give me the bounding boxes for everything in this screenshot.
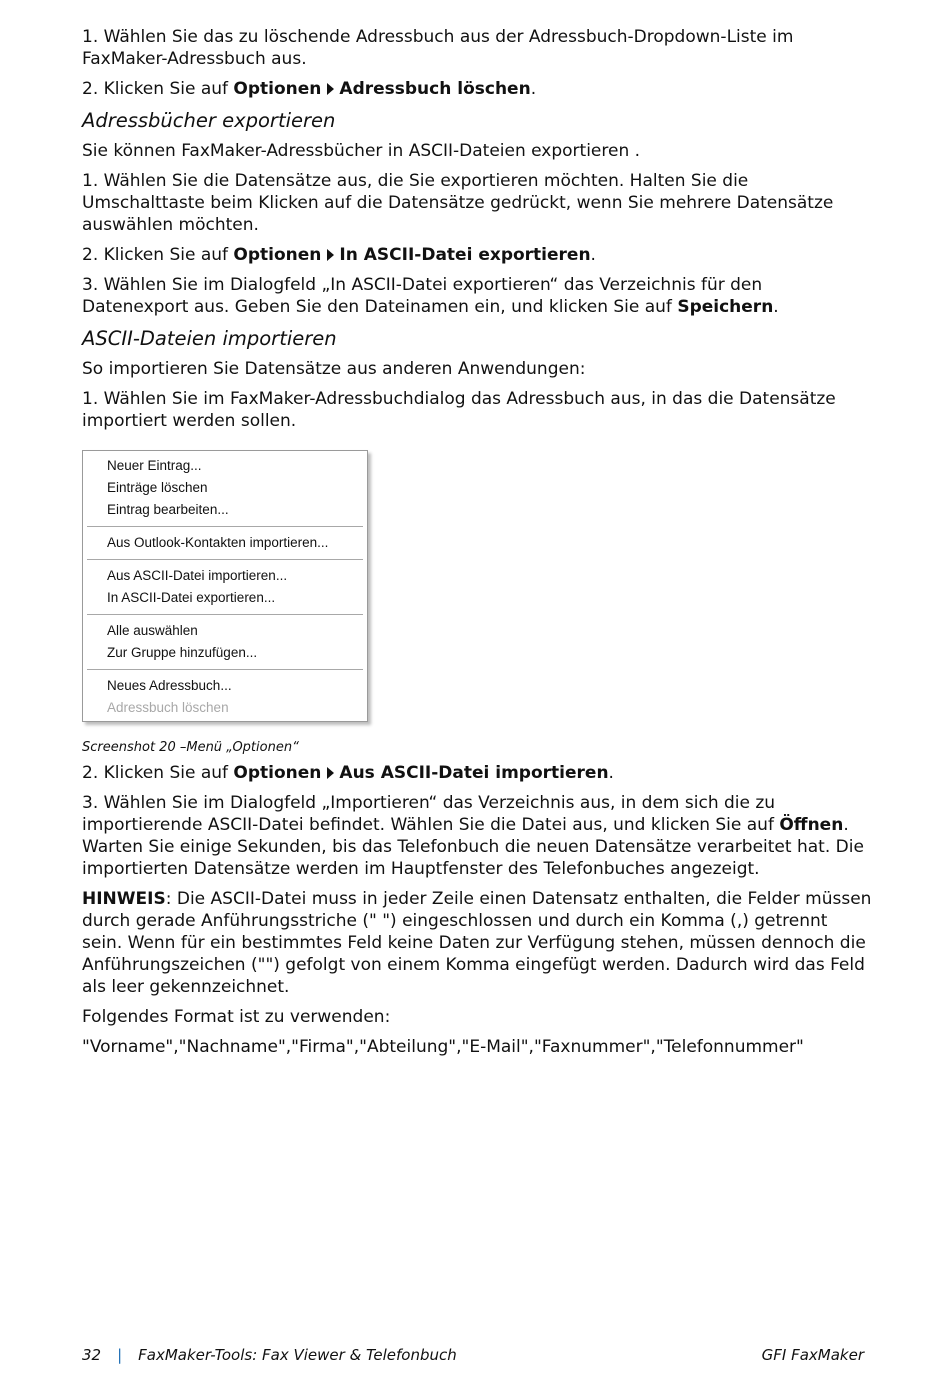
document-body <box>82 26 872 1066</box>
section-heading: Adressbücher exportieren <box>82 109 336 132</box>
paragraph: 1. Wählen Sie das zu löschende Adressbuch aus der Adressbuch-Dropdown-Liste im FaxMaker-Adressbuch aus. <box>82 27 794 69</box>
menu-item-select-all[interactable]: Alle auswählen <box>107 623 198 638</box>
menu-item-edit-entry[interactable]: Eintrag bearbeiten... <box>107 502 229 517</box>
bold-text: In ASCII-Datei exportieren <box>339 245 591 265</box>
text: : Die ASCII-Datei muss in jeder Zeile einen Datensatz enthalten, die Felder müssen durch gerade Anführungsstriche (" ") eingeschlossen und durch ein Komma (,) getrennt sein. Wenn für ein bestimmtes Feld keine Daten zur Verfügung stehen, müssen dennoch die Anführungszeichen ("") gefolgt von einem Komma eingefügt werden. Dadurch wird das Feld als leer gekennzeichnet. <box>82 889 872 997</box>
menu-separator <box>87 669 363 670</box>
bold-text: Adressbuch löschen <box>339 79 531 99</box>
menu-item-import-outlook[interactable]: Aus Outlook-Kontakten importieren... <box>107 535 329 550</box>
bold-text: Aus ASCII-Datei importieren <box>339 763 609 783</box>
text: . <box>590 245 596 265</box>
text: 3. Wählen Sie im Dialogfeld „In ASCII-Datei exportieren“ das Verzeichnis für den Datenexport aus. Geben Sie den Dateinamen ein, und klicken Sie auf <box>82 275 763 317</box>
bold-text: Optionen <box>233 763 322 783</box>
paragraph <box>82 274 872 318</box>
paragraph: 1. Wählen Sie im FaxMaker-Adressbuchdialog das Adressbuch aus, in das die Datensätze importiert werden sollen. <box>82 389 836 431</box>
page-number: 32 <box>82 1346 102 1364</box>
text: . <box>773 297 779 317</box>
text: 2. Klicken Sie auf <box>82 763 234 783</box>
menu-separator <box>87 526 363 527</box>
paragraph: Folgendes Format ist zu verwenden: <box>82 1007 391 1027</box>
options-menu <box>82 450 368 722</box>
menu-separator <box>87 614 363 615</box>
paragraph <box>82 762 872 784</box>
footer-separator: | <box>117 1346 123 1364</box>
bold-text: Speichern <box>677 297 774 317</box>
text: . <box>530 79 537 99</box>
paragraph <box>82 78 872 100</box>
format-example: "Vorname","Nachname","Firma","Abteilung","E-Mail","Faxnummer","Telefonnummer" <box>82 1037 804 1057</box>
paragraph: Sie können FaxMaker-Adressbücher in ASCII-Dateien exportieren . <box>82 141 641 161</box>
text: . <box>608 763 614 783</box>
arrow-right-icon <box>327 249 334 261</box>
menu-item-delete-addressbook: Adressbuch löschen <box>107 700 229 715</box>
paragraph: 1. Wählen Sie die Datensätze aus, die Sie exportieren möchten. Halten Sie die Umschalttaste beim Klicken auf die Datensätze gedrückt, wenn Sie mehrere Datensätze auswählen möchten. <box>82 171 834 235</box>
arrow-right-icon <box>327 83 334 95</box>
paragraph <box>82 792 872 880</box>
text: 2. Klicken Sie auf <box>82 245 234 265</box>
menu-item-delete-entries[interactable]: Einträge löschen <box>107 480 208 495</box>
figure-caption: Screenshot 20 –Menü „Optionen“ <box>82 740 299 755</box>
note-paragraph <box>82 888 872 998</box>
page-footer <box>82 1344 864 1366</box>
menu-item-export-ascii[interactable]: In ASCII-Datei exportieren... <box>107 590 276 605</box>
bold-text: Optionen <box>233 79 322 99</box>
footer-title: FaxMaker-Tools: Fax Viewer & Telefonbuch <box>138 1346 457 1364</box>
text: 2. Klicken Sie auf <box>82 79 234 99</box>
paragraph <box>82 244 872 266</box>
note-label: HINWEIS <box>82 889 166 909</box>
bold-text: Öffnen <box>779 815 844 835</box>
footer-product: GFI FaxMaker <box>761 1346 864 1364</box>
menu-item-new-entry[interactable]: Neuer Eintrag... <box>107 458 202 473</box>
menu-item-import-ascii[interactable]: Aus ASCII-Datei importieren... <box>107 568 288 583</box>
bold-text: Optionen <box>233 245 322 265</box>
text: . Warten Sie einige Sekunden, bis das Telefonbuch die neuen Datensätze verarbeitet hat. Die importierten Datensätze werden im Hauptfenster des Telefonbuches angezeigt. <box>82 815 864 879</box>
options-menu-screenshot <box>82 450 372 730</box>
menu-item-add-to-group[interactable]: Zur Gruppe hinzufügen... <box>107 645 258 660</box>
section-heading: ASCII-Dateien importieren <box>82 327 337 350</box>
text: 3. Wählen Sie im Dialogfeld „Importieren“ das Verzeichnis aus, in dem sich die zu importierende ASCII-Datei befindet. Wählen Sie die Datei aus, und klicken Sie auf <box>82 793 780 835</box>
paragraph: So importieren Sie Datensätze aus anderen Anwendungen: <box>82 359 586 379</box>
menu-item-new-addressbook[interactable]: Neues Adressbuch... <box>107 678 232 693</box>
arrow-right-icon <box>327 767 334 779</box>
menu-separator <box>87 559 363 560</box>
